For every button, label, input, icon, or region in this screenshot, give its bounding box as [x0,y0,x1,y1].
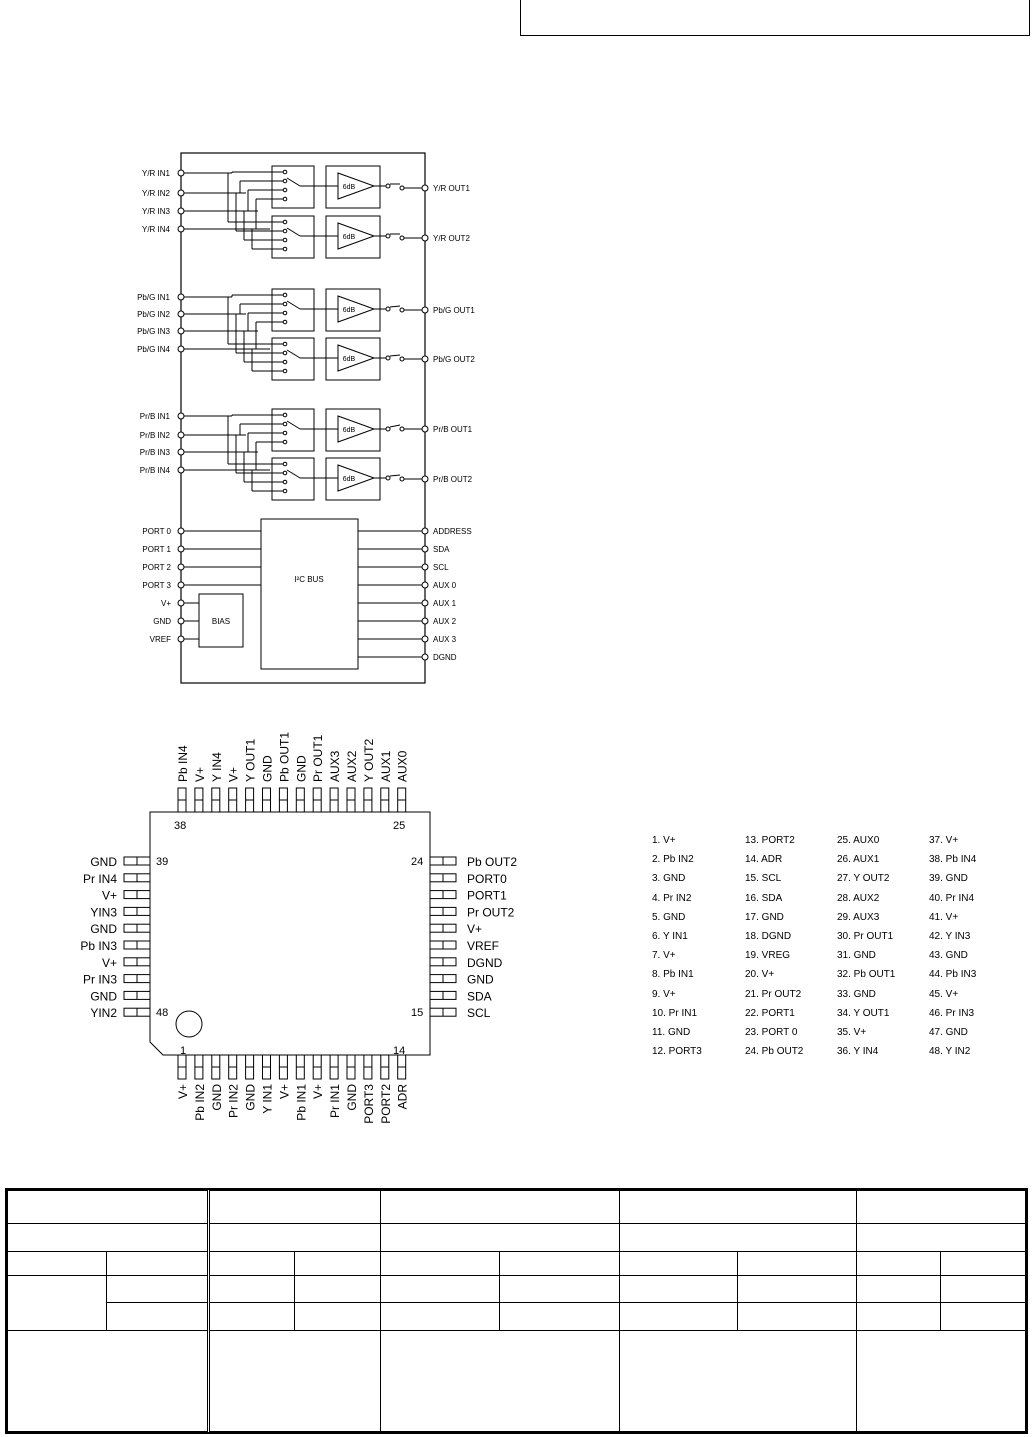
footer-cell [209,1331,381,1432]
pin-table-entry: 25. AUX0 [837,835,880,846]
left-pin-label: V+ [101,955,117,970]
pin-num-14: 14 [393,1045,406,1057]
footer-cell [941,1276,1026,1303]
bottom-pin-label: V+ [176,1084,190,1100]
pin-table-entry: 7. V+ [652,950,676,962]
mux-switch-arm [287,470,300,478]
ctrl-label-right-2: SCL [433,563,449,572]
right-pin-label: PORT0 [467,871,507,886]
ctrl-label-right-4: AUX 1 [433,599,457,608]
left-pin-label: Pr IN3 [82,972,117,987]
mux-switch-arm [287,178,300,186]
pin-table-entry: 6. Y IN1 [652,930,688,942]
footer-cell [381,1224,620,1252]
footer-cell [295,1276,381,1303]
input-label-pb-1: Pb/G IN1 [137,293,170,302]
output-label-pr-1: Pr/B OUT1 [433,425,473,434]
bottom-pin-label: Pb IN2 [192,1084,207,1121]
input-label-pb-2: Pb/G IN2 [137,310,170,319]
amp-gain-label: 6dB [342,476,356,483]
ctrl-pin-right-5 [422,618,428,624]
left-pin-label: GND [90,922,117,937]
pin-table-entry: 42. Y IN3 [929,930,971,942]
mux-contact [283,229,287,233]
pin-table-entry: 15. SCL [745,873,782,885]
pin-col-4 [929,834,1024,1064]
input-pin-y-4 [178,226,184,232]
footer-row [8,1252,1026,1276]
bottom-pin-label: GND [345,1084,359,1111]
switch-contact [386,476,390,480]
pin-table-entry: 27. Y OUT2 [837,873,890,885]
ctrl-label-right-3: AUX 0 [433,581,457,590]
mux-contact [283,471,287,475]
pin-num-1: 1 [180,1045,187,1057]
ctrl-label-right-0: ADDRESS [433,527,472,536]
bottom-pin-label: GND [243,1084,258,1111]
footer-cell [857,1191,1026,1224]
footer-cell [8,1191,209,1224]
footer-cell [857,1303,941,1331]
pin-table-entry: 33. GND [837,988,876,1000]
mux-contact [283,369,287,373]
input-label-pr-3: Pr/B IN3 [139,448,170,457]
footer-cell [381,1191,620,1224]
pin-table-entry: 46. Pr IN3 [929,1007,975,1019]
bottom-pin-label: Pr IN2 [226,1084,241,1119]
package-body [150,812,430,1055]
ctrl-pin-left-5 [178,618,184,624]
pin-col-3 [837,834,932,1064]
mux-switch-arm [287,228,300,236]
pin-table-entry: 13. PORT2 [745,835,795,846]
switch-contact [400,357,404,361]
output-switch-arm [390,306,400,307]
pin-table-entry: 47. GND [929,1026,968,1038]
mux-contact [283,480,287,484]
mux-contact [283,188,287,192]
footer-cell [381,1331,620,1432]
ctrl-label-left-0: PORT 0 [142,527,171,536]
mux-contact [283,320,287,324]
pin-table-entry: 41. V+ [929,911,959,923]
pin-table-entry: 26. AUX1 [837,854,880,866]
switch-contact [400,186,404,190]
ctrl-pin-left-4 [178,600,184,606]
bottom-pin-label: Pb IN1 [294,1084,309,1121]
right-pin-label: Pb OUT2 [467,855,518,869]
mux-switch-arm [287,301,300,309]
pin-num-25: 25 [393,820,406,832]
ctrl-pin-right-3 [422,582,428,588]
input-pin-y-1 [178,170,184,176]
footer-cell [209,1303,295,1331]
footer-cell [209,1224,381,1252]
ctrl-label-left-6: VREF [149,635,171,644]
pin-table-entry: 39. GND [929,873,968,885]
mux-contact [283,170,287,174]
footer-cell [209,1191,381,1224]
bottom-pin-label: V+ [311,1084,326,1100]
top-pin-label: GND [260,755,275,782]
mux-contact [283,440,287,444]
input-pin-pr-4 [178,467,184,473]
mux-contact [283,220,287,224]
top-pin-label: AUX2 [345,750,359,782]
bias-label: BIAS [211,617,231,626]
i2c-bus-label: I²C BUS [294,575,324,584]
pin-table-entry: 28. AUX2 [837,892,880,904]
pin-table-entry: 37. V+ [929,835,959,846]
mux-switch-arm [287,350,300,358]
top-pin-label: Pb OUT1 [277,731,292,782]
footer-row [8,1331,1026,1432]
ctrl-pin-left-0 [178,528,184,534]
input-label-y-4: Y/R IN4 [141,225,170,234]
footer-cell [857,1331,1026,1432]
pin-table-entry: 11. GND [652,1026,691,1038]
ctrl-pin-left-2 [178,564,184,570]
output-pin-pb-2 [422,356,428,362]
mux-contact [283,431,287,435]
pin-table-entry: 10. Pr IN1 [652,1007,698,1019]
output-label-pb-2: Pb/G OUT2 [433,355,475,364]
ctrl-label-left-3: PORT 3 [142,581,171,590]
top-pin-label: Pb IN4 [176,745,190,782]
footer-row [8,1191,1026,1224]
right-pin-label: PORT1 [467,888,507,903]
output-pin-pr-2 [422,476,428,482]
pin-table-entry: 9. V+ [652,988,676,1000]
footer-cell [941,1252,1026,1276]
right-pin-label: Pr OUT2 [467,905,515,920]
footer-row [8,1224,1026,1252]
bottom-pin-label: PORT2 [378,1084,393,1124]
pin-table-entry: 20. V+ [745,969,775,981]
footer-cell [500,1252,620,1276]
footer-cell [620,1303,738,1331]
ctrl-pin-left-1 [178,546,184,552]
mux-contact [283,413,287,417]
input-label-pb-4: Pb/G IN4 [137,345,170,354]
output-pin-y-1 [422,185,428,191]
footer-cell [620,1191,857,1224]
amp-gain-label: 6dB [342,234,356,241]
footer-cell [620,1252,738,1276]
footer-cell [8,1276,107,1331]
bottom-pin-label: V+ [277,1084,292,1100]
pin-table-entry: 19. VREG [745,950,791,962]
mux-contact [283,247,287,251]
switch-contact [386,356,390,360]
footer-cell [8,1331,209,1432]
bottom-pin-label: PORT3 [361,1084,376,1124]
pin-table-entry: 2. Pb IN2 [652,854,694,866]
ctrl-pin-right-1 [422,546,428,552]
left-pin-label: Pr IN4 [82,871,117,886]
pin1-marker [176,1011,202,1037]
input-label-y-1: Y/R IN1 [141,169,170,178]
footer-cell [381,1276,500,1303]
pin-col-2 [745,834,840,1064]
ctrl-pin-right-6 [422,636,428,642]
pin-table-entry: 44. Pb IN3 [929,969,977,981]
ctrl-pin-left-3 [178,582,184,588]
bottom-pin-label: ADR [395,1084,410,1110]
pin-table-entry: 18. DGND [745,930,792,942]
mux-switch-arm [287,421,300,429]
footer-cell [107,1303,209,1331]
input-pin-pb-1 [178,294,184,300]
left-pin-label: V+ [101,888,117,903]
top-pin-label: Pr OUT1 [311,734,326,782]
pin-table-entry: 35. V+ [837,1026,867,1038]
right-pin-label: DGND [467,955,503,970]
mux-contact [283,179,287,183]
pin-table-entry: 12. PORT3 [652,1046,702,1058]
input-pin-y-3 [178,208,184,214]
top-pin-label: AUX3 [328,750,343,782]
input-label-pr-1: Pr/B IN1 [139,412,170,421]
switch-contact [386,234,390,238]
left-pin-label: GND [90,855,117,869]
input-label-y-3: Y/R IN3 [141,207,170,216]
output-switch-arm [390,425,400,427]
top-pin-label: V+ [226,766,241,782]
footer-cell [620,1224,857,1252]
footer-cell [209,1252,295,1276]
output-label-pr-2: Pr/B OUT2 [433,475,473,484]
switch-contact [386,307,390,311]
pin-table-entry: 16. SDA [745,892,783,904]
pin-col-1 [652,834,747,1064]
mux-contact [283,351,287,355]
footer-cell [620,1331,857,1432]
amp-gain-label: 6dB [342,307,356,314]
bottom-pin-label: GND [209,1084,224,1111]
input-label-pr-4: Pr/B IN4 [139,466,170,475]
pin-table-entry: 17. GND [745,911,784,923]
footer-cell [8,1252,107,1276]
amp-gain-label: 6dB [342,427,356,434]
pin-num-24: 24 [411,856,424,868]
switch-contact [386,427,390,431]
right-pin-label: V+ [467,922,483,937]
pin-table-entry: 48. Y IN2 [929,1046,971,1058]
left-pin-label: YIN3 [90,905,117,920]
input-pin-pr-1 [178,413,184,419]
switch-contact [386,184,390,188]
footer-cell [738,1303,857,1331]
mux-contact [283,489,287,493]
ctrl-pin-left-6 [178,636,184,642]
mux-contact [283,360,287,364]
ctrl-pin-right-0 [422,528,428,534]
pin-table-entry: 30. Pr OUT1 [837,930,894,942]
input-pin-pb-2 [178,311,184,317]
footer-row [8,1276,1026,1303]
pin-table-entry: 4. Pr IN2 [652,892,692,904]
ctrl-label-right-1: SDA [433,545,450,554]
footer-cell [500,1303,620,1331]
i2c-bus-block [261,519,358,669]
output-pin-pb-1 [422,307,428,313]
block-diagram [0,0,1035,700]
right-pin-label: SCL [467,1006,491,1021]
ctrl-label-right-6: AUX 3 [433,635,457,644]
left-pin-label: Pb IN3 [80,939,117,953]
pin-table-entry: 3. GND [652,873,686,885]
output-pin-pr-1 [422,426,428,432]
output-label-pb-1: Pb/G OUT1 [433,306,475,315]
mux-contact [283,462,287,466]
bottom-pin-label: Pr IN1 [328,1084,343,1119]
mux-contact [283,302,287,306]
pin-num-15: 15 [411,1007,424,1019]
ctrl-label-right-5: AUX 2 [433,617,457,626]
left-pin-label: YIN2 [90,1006,117,1021]
footer-cell [857,1224,1026,1252]
pin-table-entry: 45. V+ [929,988,959,1000]
mux-contact [283,238,287,242]
ctrl-label-left-4: V+ [160,599,171,608]
output-switch-arm [390,475,400,476]
pin-table-entry: 34. Y OUT1 [837,1007,890,1019]
ctrl-label-left-2: PORT 2 [142,563,171,572]
input-pin-pb-4 [178,346,184,352]
switch-contact [400,477,404,481]
left-pin-label: GND [90,989,117,1004]
input-pin-y-2 [178,190,184,196]
footer-table-frame [5,1188,1028,1434]
top-pin-label: V+ [192,766,207,782]
footer-cell [295,1303,381,1331]
output-label-y-2: Y/R OUT2 [433,234,470,243]
amp-gain-label: 6dB [342,356,356,363]
footer-cell [738,1276,857,1303]
pin-num-39: 39 [156,856,169,868]
right-pin-label: VREF [467,939,500,953]
footer-row [8,1303,1026,1331]
pin-table-entry: 23. PORT 0 [745,1026,798,1038]
ctrl-label-left-1: PORT 1 [142,545,171,554]
switch-contact [400,236,404,240]
mux-contact [283,197,287,201]
switch-contact [400,308,404,312]
amp-gain-label: 6dB [342,184,356,191]
pin-table-entry: 40. Pr IN4 [929,892,975,904]
pin-table-entry: 36. Y IN4 [837,1046,879,1058]
pin-table-entry: 1. V+ [652,835,676,846]
footer-cell [295,1252,381,1276]
top-pin-label: AUX0 [395,750,410,782]
footer-cell [500,1276,620,1303]
output-pin-y-2 [422,235,428,241]
pin-table-entry: 24. Pb OUT2 [745,1046,804,1058]
pin-table-entry: 43. GND [929,950,968,962]
right-pin-label: SDA [467,989,492,1004]
top-pin-label: Y OUT1 [243,738,258,782]
mux-contact [283,342,287,346]
output-switch-arm [390,355,400,356]
input-pin-pr-2 [178,432,184,438]
input-label-y-2: Y/R IN2 [141,189,170,198]
top-pin-label: Y IN4 [209,752,224,782]
input-pin-pb-3 [178,328,184,334]
pin-table-entry: 38. Pb IN4 [929,854,977,866]
pin-num-48: 48 [156,1007,169,1019]
footer-cell [107,1252,209,1276]
footer-cell [620,1276,738,1303]
ctrl-pin-right-4 [422,600,428,606]
top-pin-label: AUX1 [378,750,393,782]
top-pin-label: GND [294,755,309,782]
footer-cell [738,1252,857,1276]
ctrl-pin-right-7 [422,654,428,660]
pin-table-entry: 31. GND [837,950,876,962]
footer-cell [381,1303,500,1331]
mux-contact [283,422,287,426]
ctrl-label-right-7: DGND [433,653,457,662]
top-pin-label: Y OUT2 [361,738,376,782]
footer-cell [857,1276,941,1303]
bottom-pin-label: Y IN1 [260,1084,275,1114]
pin-table-entry: 29. AUX3 [837,911,880,923]
ctrl-label-left-5: GND [153,617,171,626]
footer-cell [107,1276,209,1303]
output-label-y-1: Y/R OUT1 [433,184,470,193]
pin-num-38: 38 [174,820,187,832]
switch-contact [400,427,404,431]
ctrl-pin-right-2 [422,564,428,570]
input-label-pb-3: Pb/G IN3 [137,327,170,336]
footer-cell [209,1276,295,1303]
pin-table-entry: 8. Pb IN1 [652,969,694,981]
pin-table-entry: 21. Pr OUT2 [745,988,802,1000]
pin-table-entry: 32. Pb OUT1 [837,969,896,981]
footer-cell [857,1252,941,1276]
pin-table-entry: 22. PORT1 [745,1007,795,1019]
footer-cell [941,1303,1026,1331]
input-label-pr-2: Pr/B IN2 [139,431,170,440]
mux-contact [283,293,287,297]
pin-table-entry: 5. GND [652,911,686,923]
footer-table [7,1190,1026,1432]
right-pin-label: GND [467,972,494,987]
mux-contact [283,311,287,315]
footer-cell [381,1252,500,1276]
footer-cell [8,1224,209,1252]
pin-table-entry: 14. ADR [745,854,783,866]
input-pin-pr-3 [178,449,184,455]
